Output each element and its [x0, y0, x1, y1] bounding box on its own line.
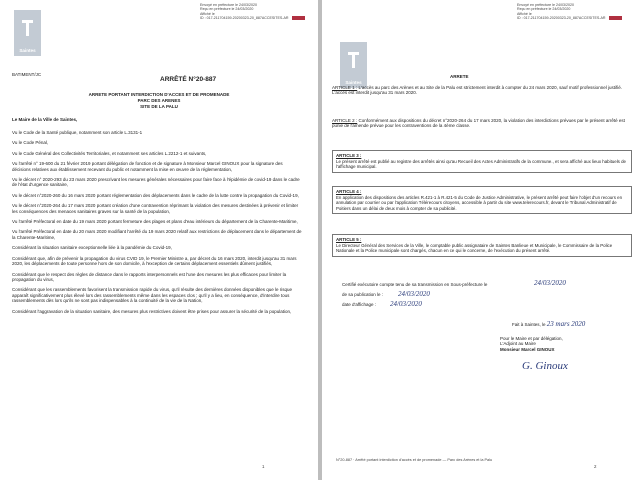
- signature: G. Ginoux: [522, 360, 568, 372]
- vu-item: Vu le Code Général des Collectivités Territoriales, et notamment ses articles L.2212-1 et suivants,: [12, 150, 207, 156]
- document-page-2: [322, 0, 640, 480]
- article-4-box: ARTICLE 4 : En application des dispositions des articles R.421-1 à R.421-5 du Code de Justice Administrative, le présent arrêté peut faire l'objet d'un recours en annulation par courrier ou par l'application Télérecours citoyens, accessible à partir du site www.telerecours.fr, devant le Tribunal Administratif de Poitiers dans un délai de deux mois à compter de sa publicité.: [332, 186, 632, 214]
- vu-item: Vu le Code de la Santé publique, notamment son article L.3131-1: [12, 130, 143, 135]
- subject-line-1: ARRETE PORTANT INTERDICTION D'ACCES ET DE PROMENADE: [88, 92, 230, 97]
- article-2: ARTICLE 2 : Conformément aux dispositions du décret n°2020-264 du 17 mars 2020, la violation des interdictions prévues par le présent arrêté est punie de l'amende prévue pour les contraventions de la 4ème classe.: [332, 118, 625, 129]
- prefecture-stamp: Envoyé en préfecture le 24/03/2020 Reçu en préfecture le 24/03/2020 Affiché le ID : 017-211704159-20200323-20_887ACCESITES-AR: [200, 3, 305, 20]
- affichage-date: 24/03/2020: [390, 300, 422, 308]
- considerant-item: Considérant que, afin de prévenir la propagation du virus CVID 19, le Premier Ministre a, par décret du 16 mars 2020, interdit jusqu'au 31 mars 2020, les déplacements de toute personne hors de son domicile, à l'exception de certains déplacement essentiels dûment justifiés,: [12, 255, 297, 267]
- vu-item: Vu le Code Pénal,: [12, 140, 49, 146]
- vu-item: Vu l'arrêté Préfectoral en date du 20 mars 2020 modifiant l'arrêté du 19 mars 2020 relatif aux restrictions de déplacement dans le département de la Charente-Maritime,: [12, 229, 302, 240]
- vu-item: Vu le décret n°2020-260 du 16 mars 2020 portant réglementation des déplacements dans le cadre de la lutte contre la propagation du Covid-19,: [12, 192, 299, 198]
- certification-date: 24/03/2020: [534, 279, 566, 287]
- publication-label: de sa publication le :: [342, 292, 384, 297]
- article-1-label: ARTICLE 1 :: [332, 85, 358, 90]
- stamp-badge: [609, 16, 622, 20]
- considerant-item: Considérant la situation sanitaire exceptionnelle liée à la pandémie du Covid-19,: [12, 245, 172, 251]
- arrete-number: ARRÊTÉ N°20-887: [160, 76, 217, 83]
- stamp-badge: [292, 16, 305, 20]
- saintes-emblem-icon: [22, 20, 33, 36]
- saintes-emblem-icon: [348, 52, 359, 68]
- vu-item: Vu l'arrêté Préfectoral en date du 19 mars 2020 portant fermeture des plages et plans d'eau intérieurs du département de la Charente-Maritime,: [12, 219, 298, 225]
- page-footer: N°20-887 · Arrêté portant interdiction d'accès et de promenade — Parc des Arènes et la Palu: [336, 458, 493, 462]
- subject-line-3: SITE DE LA PALU: [140, 104, 178, 109]
- intro-line: Le Maire de la Ville de Saintes,: [12, 117, 78, 122]
- article-3-box: ARTICLE 3 : Le présent arrêté est publié au registre des arrêtés ainsi qu'au Recueil des Actes Administratifs de la commune., et sera affiché aux lieux habituels de l'affichage municipal.: [332, 150, 632, 173]
- saintes-logo: Saintes: [14, 10, 41, 56]
- vu-item: Vu le décret n°2020-264 du 17 mars 2020 portant création d'une contravention réprimant la violation des mesures destinées à prévenir et limiter les conséquences des menaces sanitaires graves sur la santé de la population,: [12, 203, 299, 214]
- vu-item: Vu l'arrêté n° 19-600 du 21 février 2019 portant délégation de fonction et de signature à Monsieur Marcel GINOUX pour la signature des décisions relatives aux établissement recevant du public et notamment la mise en œuvre de la réglementation,: [12, 161, 283, 172]
- publication-date: 24/03/2020: [398, 290, 430, 298]
- considerant-item: Considérant que les rassemblements favorisent la transmission rapide du virus, qu'il résulte des dernières données disponibles que le risque apparaît significativement plus élevé lors des rassemblements même dans les espaces clos ; qu'il y a lieu, en conséquence, d'interdire tous rassemblements dès lors qu'ils ne sont pas indispensables à la continuité de la vie de la Nation,: [12, 287, 293, 304]
- reference: BATIMENT/JC: [12, 72, 42, 77]
- saintes-logo: Saintes: [340, 42, 367, 88]
- page-number: 1: [262, 464, 265, 469]
- prefecture-stamp: Envoyé en préfecture le 24/03/2020 Reçu en préfecture le 24/03/2020 Affiché le ID : 017-211704159-20200323-20_887ACCESITES-AR: [517, 3, 622, 20]
- fait-date: 23 mars 2020: [546, 320, 586, 328]
- arrete-heading: ARRETE: [450, 74, 469, 79]
- vu-list: [12, 130, 302, 319]
- considerant-item: Considérant que le respect des règles de distance dans le rapports interpersonnels est l'une des mesures les plus efficaces pour limiter la propagation du virus,: [12, 271, 287, 282]
- certification-line: Certifié exécutoire compte tenu de sa transmission en Sous-préfecture le: [342, 282, 488, 287]
- vu-item: Vu le décret n° 2020-293 du 23 mars 2020 prescrivant les mesures générales nécessaires pour faire face à l'épidémie de covid-19 dans le cadre de l'état d'urgence sanitaire,: [12, 177, 300, 188]
- signatory-block: Pour le Maire et par délégation, L'Adjoint au Maire Monsieur Marcel GINOUX: [500, 336, 563, 352]
- considerant-item: Considérant l'aggravation de la situation sanitaire, des mesures plus restrictives doivent être prises pour assurer la sécurité de la population,: [12, 308, 292, 314]
- article-5-box: ARTICLE 5 : Le Directeur Général des Services de la Ville, le comptable public assignataire de Saintes Banlieue et Municipale, le Commissaire de la Police Nationale et la Police municipale sont chargés, chacun en ce qui le concerne, de l'exécution du présent arrêté.: [332, 234, 632, 257]
- article-1: ARTICLE 1 : L'accès au parc des Arènes et au Site de la Palu est strictement interdit à compter du 24 mars 2020, sauf motif professionnel justifié. L'accès est interdit jusqu'au 31 mars 2020.: [332, 85, 622, 96]
- subject-line-2: PARC DES ARENES: [137, 98, 181, 103]
- affichage-label: date d'affichage :: [342, 302, 377, 307]
- fait-a-line: Fait à Saintes, le 23 mars 2020: [512, 320, 586, 328]
- document-page-1: [0, 0, 318, 480]
- page-number: 2: [594, 464, 597, 469]
- article-2-label: ARTICLE 2 :: [332, 118, 358, 123]
